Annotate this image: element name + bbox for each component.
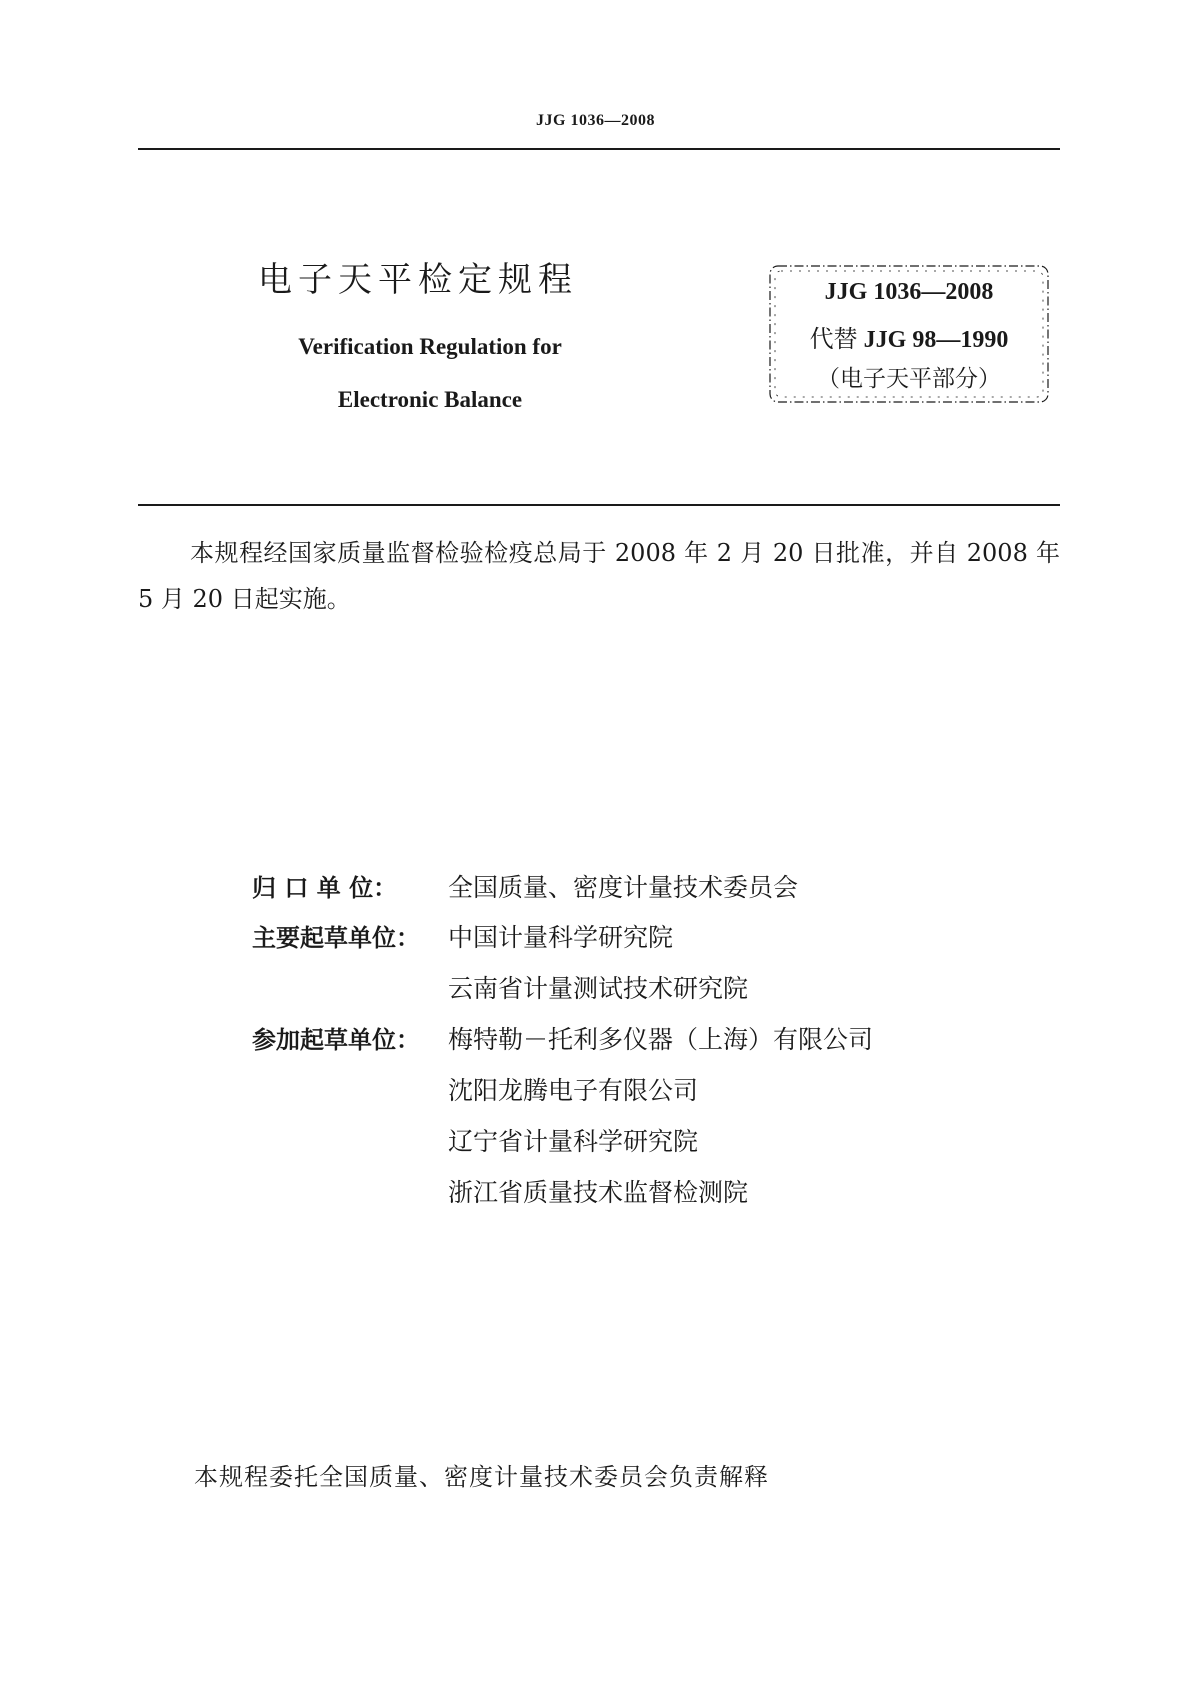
title-english-line2: Electronic Balance [337, 387, 523, 412]
org-value-main-drafter-2: 云南省计量测试技术研究院 [448, 974, 749, 1003]
org-label-centralized: 归 口 单 位： [252, 874, 398, 902]
standard-number: JJG 1036—2008 [824, 279, 994, 305]
org-value-main-drafter: 中国计量科学研究院 [448, 923, 674, 952]
approval-statement: 本规程经国家质量监督检验检疫总局于 2008 年 2 月 20 日批准，并自 2008 年 5 月 20 日起实施。 [138, 539, 1060, 613]
title-divider [138, 504, 1060, 506]
header-divider [138, 148, 1060, 150]
replaces-prefix: 代替 [809, 325, 858, 353]
header-standard-code: JJG 1036—2008 [536, 112, 655, 129]
title-chinese: 电子天平检定规程 [258, 260, 578, 300]
org-value-centralized: 全国质量、密度计量技术委员会 [448, 873, 799, 902]
replaced-standard-code: JJG 98—1990 [857, 327, 1009, 353]
replaced-part-note: （电子天平部分） [817, 366, 1001, 392]
interpretation-note: 本规程委托全国质量、密度计量技术委员会负责解释 [194, 1463, 769, 1491]
org-value-participating-4: 浙江省质量技术监督检测院 [448, 1178, 749, 1207]
replaces-standard [766, 319, 1052, 354]
title-english-line1: Verification Regulation for [298, 334, 562, 359]
org-value-participating-1: 梅特勒－托利多仪器（上海）有限公司 [448, 1025, 874, 1054]
org-label-participating: 参加起草单位： [252, 1026, 420, 1054]
standard-code-box [766, 262, 1052, 406]
org-label-main-drafter: 主要起草单位： [252, 924, 420, 952]
org-value-participating-2: 沈阳龙腾电子有限公司 [448, 1076, 699, 1105]
org-value-participating-3: 辽宁省计量科学研究院 [448, 1127, 699, 1156]
